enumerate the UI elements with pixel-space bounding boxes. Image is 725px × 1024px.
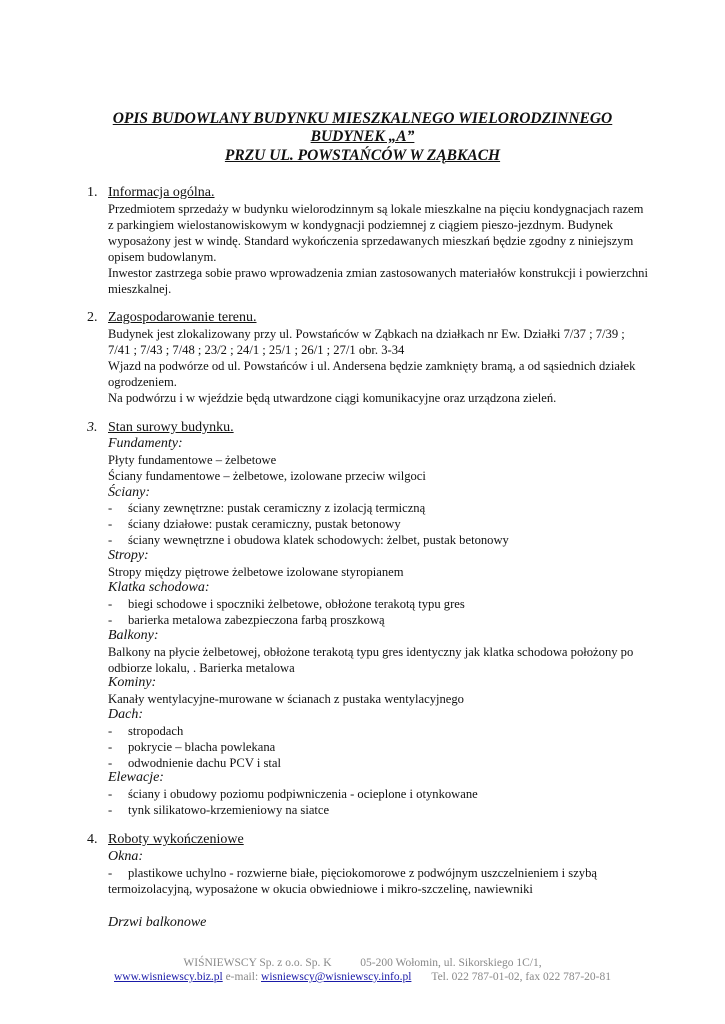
section-1-line: Przedmiotem sprzedaży w budynku wielorodzinnym są lokale mieszkalne na pięciu kondygnacjach razem — [108, 202, 644, 216]
section-1-heading: Informacja ogólna. — [108, 185, 215, 200]
list-item-text: pokrycie – blacha powlekana — [128, 740, 276, 754]
section-2-line: ogrodzeniem. — [108, 375, 177, 389]
subheading-drzwi-balkonowe: Drzwi balkonowe — [108, 915, 207, 930]
section-1-line: wyposażony jest w windę. Standard wykończenia sprzedawanych mieszkań będzie zgodny z niniejszym — [108, 234, 634, 248]
footer-email-label: e-mail: — [225, 971, 259, 983]
title-line-3: PRZU UL. POWSTAŃCÓW W ZĄBKACH — [224, 147, 501, 164]
okna-line-2: termoizolacyjną, wyposażone w okucia obwiedniowe i mikro-szczelinę, nawiewniki — [108, 882, 533, 896]
list-item-text: plastikowe uchylno - rozwierne białe, pięciokomorowe z podwójnym uszczelnieniem i szybą — [128, 866, 597, 880]
footer-company-line — [0, 956, 725, 970]
list-item-text: biegi schodowe i spoczniki żelbetowe, obłożone terakotą typu gres — [128, 597, 465, 611]
document-page: OPIS BUDOWLANY BUDYNKU MIESZKALNEGO WIELORODZINNEGO BUDYNEK „A” PRZU UL. POWSTAŃCÓW W ZĄBKACH 1. Informacja ogólna. Przedmiotem sprzedaży w budynku wielorodzinnym są lokale mieszkalne na pięciu kondygnacjach razem z parkingiem wielostanowiskowym w kondygnacji podziemnej z ciągiem pieszo-jezdnym. Budynek wyposażony jest w windę. Standard wykończenia sprzedawanych mieszkań będzie zgodny z niniejszym opisem budowlanym. Inwestor zastrzega sobie prawo wprowadzenia zmian zastosowanych materiałów konstrukcji i powierzchni mieszkalnej. 2. Zagospodarowanie terenu. Budynek jest zlokalizowany przy ul. Powstańców w Ząbkach na działkach nr Ew. Działki 7/37 ; 7/39 ; 7/41 ; 7/43 ; 7/48 ; 23/2 ; 24/1 ; 25/1 ; 26/1 ; 27/1 obr. 3-34 Wjazd na podwórze od ul. Powstańców i ul. Andersena będzie zamknięty bramą, a od sąsiednich działek ogrodzeniem. Na podwórzu i w wjeździe będą utwardzone ciągi komunikacyjne oraz urządzona zieleń. 3. Stan surowy budynku. Fundamenty: Płyty fundamentowe – żelbetowe Ściany fundamentowe – żelbetowe, izolowane przeciw wilgoci Ściany: - ściany zewnętrzne: pustak ceramiczny z izolacją termiczną - ściany działowe: pustak ceramiczny, pustak betonowy - ściany wewnętrzne i obudowa klatek schodowych: żelbet, pustak betonowy Stropy: Stropy między piętrowe żelbetowe izolowane styropianem Klatka schodowa: - biegi schodowe i spoczniki żelbetowe, obłożone terakotą typu gres - barierka metalowa zabezpieczona farbą proszkową Balkony: Balkony na płycie żelbetowej, obłożone terakotą typu gres identyczny jak klatka schodowa położony po odbiorze lokalu, . Barierka metalowa Kominy: Kanały wentylacyjne-murowane w ścianach z pustaka wentylacyjnego Dach: - stropodach - pokrycie – blacha powlekana - odwodnienie dachu PCV i stal Elewacje: - ściany i obudowy poziomu podpiwniczenia - ocieplone i otynkowane - tynk silikatowo-krzemieniowy na siatce 4. Roboty wykończeniowe Okna: - plastikowe uchylno - rozwierne białe, pięciokomorowe z podwójnym uszczelnieniem i szybą termoizolacyjną, wyposażone w okucia obwiedniowe i mikro-szczelinę, nawiewniki Drzwi balkonowe WIŚNIEWSCY Sp. z o.o. Sp. K 05-200 Wołomin, ul. Sikorskiego 1C/1, www.wisniewscy.biz.pl e-mail: wisniewscy@wisniewscy.info.pl Tel. 022 787-01-02, fax 022 787-20-81 — [0, 0, 725, 1024]
section-2-line: Wjazd na podwórze od ul. Powstańców i ul. Andersena będzie zamknięty bramą, a od sąsiednich działek — [108, 359, 636, 373]
subheading-fundamenty: Fundamenty: — [108, 436, 183, 451]
kominy-line: Kanały wentylacyjne-murowane w ścianach z pustaka wentylacyjnego — [108, 692, 464, 706]
subheading-sciany: Ściany: — [108, 485, 150, 500]
section-2-line: 7/41 ; 7/43 ; 7/48 ; 23/2 ; 24/1 ; 25/1 ; 26/1 ; 27/1 obr. 3-34 — [108, 343, 405, 357]
footer-website-link[interactable]: www.wisniewscy.biz.pl — [114, 971, 223, 983]
subheading-elewacje: Elewacje: — [108, 770, 164, 785]
subheading-okna: Okna: — [108, 849, 143, 864]
list-item-text: ściany i obudowy poziomu podpiwniczenia - ocieplone i otynkowane — [128, 787, 478, 801]
section-2-line: Budynek jest zlokalizowany przy ul. Powstańców w Ząbkach na działkach nr Ew. Działki 7/37 ; 7/39 ; — [108, 327, 625, 341]
section-4-number: 4. — [87, 832, 98, 847]
fundamenty-line: Płyty fundamentowe – żelbetowe — [108, 453, 277, 467]
section-1-number: 1. — [87, 185, 98, 200]
section-1-line: z parkingiem wielostanowiskowym w kondygnacji podziemnej z ciągiem pieszo-jezdnym. Budynek — [108, 218, 614, 232]
subheading-stropy: Stropy: — [108, 548, 149, 563]
balkony-line: Balkony na płycie żelbetowej, obłożone terakotą typu gres identyczny jak klatka schodowa położony po — [108, 645, 634, 659]
subheading-balkony: Balkony: — [108, 628, 159, 643]
footer-company: WIŚNIEWSCY Sp. z o.o. Sp. K — [183, 957, 332, 969]
list-item-text: ściany działowe: pustak ceramiczny, pustak betonowy — [128, 517, 401, 531]
footer-contact-line — [0, 970, 725, 984]
section-4-heading: Roboty wykończeniowe — [108, 832, 244, 847]
list-item-text: tynk silikatowo-krzemieniowy na siatce — [128, 803, 330, 817]
section-1-line: mieszkalnej. — [108, 282, 172, 296]
footer-address: 05-200 Wołomin, ul. Sikorskiego 1C/1, — [360, 957, 542, 969]
section-2-heading: Zagospodarowanie terenu. — [108, 310, 257, 325]
subheading-dach: Dach: — [108, 707, 143, 722]
list-item-text: odwodnienie dachu PCV i stal — [128, 756, 281, 770]
section-3-heading: Stan surowy budynku. — [108, 420, 234, 435]
subheading-klatka: Klatka schodowa: — [108, 580, 210, 595]
footer-phone: Tel. 022 787-01-02, fax 022 787-20-81 — [431, 971, 611, 983]
section-1-line: opisem budowlanym. — [108, 250, 217, 264]
title-line-2: BUDYNEK „A” — [310, 128, 415, 145]
subheading-kominy: Kominy: — [108, 675, 157, 690]
section-2-number: 2. — [87, 310, 98, 325]
list-item-text: barierka metalowa zabezpieczona farbą proszkową — [128, 613, 385, 627]
section-3-number: 3. — [87, 420, 98, 435]
balkony-line: odbiorze lokalu, . Barierka metalowa — [108, 661, 295, 675]
list-item-text: stropodach — [128, 724, 184, 738]
section-1-line: Inwestor zastrzega sobie prawo wprowadzenia zmian zastosowanych materiałów konstrukcji i powierzchni — [108, 266, 648, 280]
fundamenty-line: Ściany fundamentowe – żelbetowe, izolowane przeciw wilgoci — [108, 469, 426, 483]
list-item-text: ściany wewnętrzne i obudowa klatek schodowych: żelbet, pustak betonowy — [128, 533, 509, 547]
footer-email-link[interactable]: wisniewscy@wisniewscy.info.pl — [261, 971, 412, 983]
list-item-text: ściany zewnętrzne: pustak ceramiczny z izolacją termiczną — [128, 501, 426, 515]
title-line-1: OPIS BUDOWLANY BUDYNKU MIESZKALNEGO WIELORODZINNEGO — [112, 110, 613, 127]
stropy-line: Stropy między piętrowe żelbetowe izolowane styropianem — [108, 565, 404, 579]
section-2-line: Na podwórzu i w wjeździe będą utwardzone ciągi komunikacyjne oraz urządzona zieleń. — [108, 391, 557, 405]
